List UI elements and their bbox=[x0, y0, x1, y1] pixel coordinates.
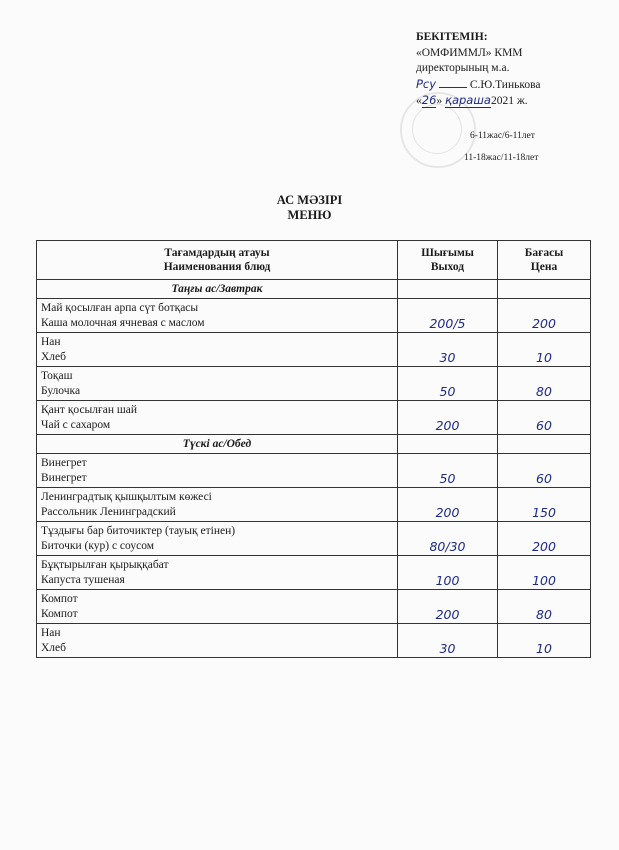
date-mid-quote: » bbox=[436, 95, 443, 107]
dish-name-kz: Винегрет bbox=[41, 456, 87, 469]
price-value: 80 bbox=[498, 367, 591, 401]
section-title: Таңғы ас/Завтрак bbox=[37, 280, 398, 299]
price-value: 80 bbox=[498, 590, 591, 624]
dish-name-kz: Тұздығы бар биточиктер (тауық етінен) bbox=[41, 524, 236, 537]
dish-name-ru: Хлеб bbox=[41, 641, 66, 654]
table-row bbox=[37, 401, 591, 435]
dish-name-kz: Бұқтырылған қырыққабат bbox=[41, 558, 169, 571]
dish-name-kz: Тоқаш bbox=[41, 369, 73, 382]
price-value: 100 bbox=[498, 556, 591, 590]
table-row bbox=[37, 299, 591, 333]
table-row bbox=[37, 624, 591, 658]
header-price-kz: Бағасы bbox=[524, 247, 564, 259]
header-output-ru: Выход bbox=[430, 261, 465, 273]
dish-name-cell bbox=[37, 454, 398, 488]
dish-name-ru: Винегрет bbox=[41, 471, 87, 484]
dish-name-ru: Каша молочная ячневая с маслом bbox=[41, 316, 205, 329]
output-value: 50 bbox=[398, 454, 498, 488]
price-value: 60 bbox=[498, 454, 591, 488]
approval-position: директорының м.а. bbox=[416, 62, 510, 74]
header-output-kz: Шығымы bbox=[421, 247, 474, 259]
dish-name-cell bbox=[37, 522, 398, 556]
price-value: 10 bbox=[498, 624, 591, 658]
output-value: 50 bbox=[398, 367, 498, 401]
table-row bbox=[37, 367, 591, 401]
price-value: 200 bbox=[498, 299, 591, 333]
output-value: 80/30 bbox=[398, 522, 498, 556]
output-value: 30 bbox=[398, 624, 498, 658]
dish-name-cell bbox=[37, 624, 398, 658]
output-value: 200 bbox=[398, 488, 498, 522]
age-group-2: 11-18жас/11-18лет bbox=[464, 153, 539, 163]
date-open-quote: « bbox=[416, 95, 422, 107]
table-row bbox=[37, 590, 591, 624]
dish-name-ru: Чай с сахаром bbox=[41, 418, 111, 431]
dish-name-kz: Ленинградтық қышқылтым көжесі bbox=[41, 490, 212, 503]
section-title: Түскі ас/Обед bbox=[37, 435, 398, 454]
dish-name-ru: Хлеб bbox=[41, 350, 66, 363]
price-value: 10 bbox=[498, 333, 591, 367]
dish-name-ru: Рассольник Ленинградский bbox=[41, 505, 176, 518]
header-dish-name bbox=[37, 241, 398, 280]
page-title-kz: АС МӘЗІРІ bbox=[276, 193, 343, 207]
dish-name-cell bbox=[37, 590, 398, 624]
dish-name-kz: Компот bbox=[41, 592, 78, 605]
price-value: 150 bbox=[498, 488, 591, 522]
section-row-lunch bbox=[37, 435, 591, 454]
approval-org: «ОМФИММЛ» КММ bbox=[416, 46, 523, 59]
dish-name-ru: Компот bbox=[41, 607, 78, 620]
output-value: 200/5 bbox=[398, 299, 498, 333]
dish-name-cell bbox=[37, 556, 398, 590]
table-row bbox=[37, 522, 591, 556]
approval-signer: С.Ю.Тинькова bbox=[469, 78, 541, 91]
header-dish-name-ru: Наименования блюд bbox=[163, 261, 271, 273]
date-day: 26 bbox=[421, 93, 437, 107]
dish-name-kz: Қант қосылған шай bbox=[41, 403, 137, 416]
dish-name-ru: Биточки (кур) с соусом bbox=[41, 539, 155, 552]
age-group-1: 6-11жас/6-11лет bbox=[470, 131, 535, 141]
dish-name-cell bbox=[37, 367, 398, 401]
header-output bbox=[398, 241, 498, 280]
dish-name-kz: Нан bbox=[41, 335, 61, 348]
page-title-ru: МЕНЮ bbox=[287, 208, 332, 222]
page-title bbox=[0, 193, 619, 223]
header-price bbox=[498, 241, 591, 280]
menu-table bbox=[36, 240, 591, 658]
dish-name-cell bbox=[37, 299, 398, 333]
dish-name-ru: Капуста тушеная bbox=[41, 573, 125, 586]
approval-signature-row bbox=[416, 77, 616, 94]
table-row bbox=[37, 333, 591, 367]
output-value: 30 bbox=[398, 333, 498, 367]
dish-name-ru: Булочка bbox=[41, 384, 81, 397]
dish-name-kz: Май қосылған арпа сүт ботқасы bbox=[41, 301, 199, 314]
approval-title: БЕКІТЕМІН: bbox=[416, 31, 488, 43]
dish-name-kz: Нан bbox=[41, 626, 61, 639]
date-year: 2021 ж. bbox=[490, 95, 528, 107]
date-month: қараша bbox=[445, 93, 491, 107]
output-value: 200 bbox=[398, 590, 498, 624]
dish-name-cell bbox=[37, 333, 398, 367]
signature-line bbox=[439, 87, 467, 88]
signature-scribble: Рсу bbox=[416, 76, 437, 91]
table-row bbox=[37, 454, 591, 488]
price-value: 200 bbox=[498, 522, 591, 556]
price-value: 60 bbox=[498, 401, 591, 435]
table-row bbox=[37, 556, 591, 590]
table-row bbox=[37, 488, 591, 522]
output-value: 100 bbox=[398, 556, 498, 590]
section-row-breakfast bbox=[37, 280, 591, 299]
header-dish-name-kz: Тағамдардың атауы bbox=[164, 247, 270, 259]
header-price-ru: Цена bbox=[530, 261, 558, 273]
output-value: 200 bbox=[398, 401, 498, 435]
dish-name-cell bbox=[37, 401, 398, 435]
dish-name-cell bbox=[37, 488, 398, 522]
table-header-row bbox=[37, 241, 591, 280]
